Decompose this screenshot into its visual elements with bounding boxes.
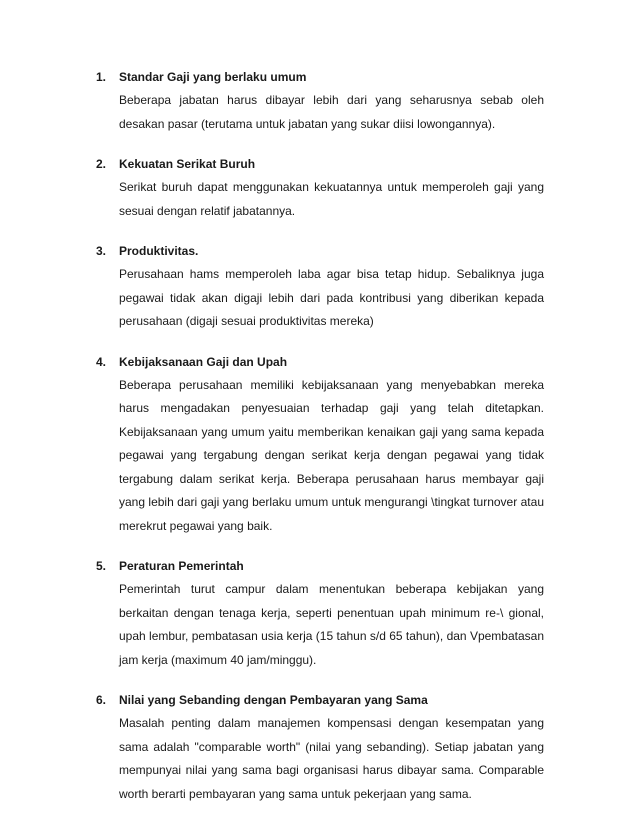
item-heading: Produktivitas.: [119, 244, 199, 258]
item-heading: Peraturan Pemerintah: [119, 559, 244, 573]
list-item: [96, 555, 544, 672]
item-number: 5.: [96, 559, 107, 573]
list-item: [96, 351, 544, 539]
item-body: Beberapa perusahaan memiliki kebijaksanaan yang menyebabkan mereka harus mengadakan penyesuaian terhadap gaji yang telah ditetapkan. Kebijaksanaan yang umum yaitu memberikan kenaikan gaji yang sama kepada pegawai yang tergabung dengan serikat kerja dengan pegawai yang tidak tergabung dalam serikat kerja. Beberapa perusahaan harus membayar gaji yang lebih dari gaji yang berlaku umum untuk mengurangi \tingkat turnover atau merekrut pegawai yang baik.: [119, 377, 544, 533]
item-heading: Kekuatan Serikat Buruh: [119, 157, 256, 171]
list-item: [96, 689, 544, 806]
item-number: 1.: [96, 70, 107, 84]
item-heading: Nilai yang Sebanding dengan Pembayaran yang Sama: [119, 693, 428, 707]
item-number: 4.: [96, 354, 107, 369]
numbered-list: [96, 66, 544, 823]
item-heading: Kebijaksanaan Gaji dan Upah: [119, 354, 288, 369]
item-body: Masalah penting dalam manajemen kompensasi dengan kesempatan yang sama adalah "comparable worth" (nilai yang sebanding). Setiap jabatan yang mempunyai nilai yang sama bagi organisasi harus dibayar sama. Comparable worth berarti pembayaran yang sama untuk pekerjaan yang sama.: [119, 716, 544, 801]
list-item: [96, 66, 544, 136]
list-item: [96, 240, 544, 334]
item-body: Serikat buruh dapat menggunakan kekuatannya untuk memperoleh gaji yang sesuai dengan relatif jabatannya.: [119, 180, 544, 218]
list-item: [96, 153, 544, 223]
item-body: Beberapa jabatan harus dibayar lebih dari yang seharusnya sebab oleh desakan pasar (terutama untuk jabatan yang sukar diisi lowongannya).: [119, 93, 544, 131]
item-number: 3.: [96, 244, 107, 258]
item-heading: Standar Gaji yang berlaku umum: [119, 70, 307, 84]
item-body: Perusahaan hams memperoleh laba agar bisa tetap hidup. Sebaliknya juga pegawai tidak akan digaji lebih dari pada kontribusi yang diberikan kepada perusahaan (digaji sesuai produktivitas mereka): [119, 267, 544, 328]
item-body: Pemerintah turut campur dalam menentukan beberapa kebijakan yang berkaitan dengan tenaga kerja, seperti penentuan upah minimum re-\ gional, upah lembur, pembatasan usia kerja (15 tahun s/d 65 tahun), dan Vpembatasan jam kerja (maximum 40 jam/minggu).: [119, 582, 544, 667]
item-number: 2.: [96, 157, 107, 171]
item-number: 6.: [96, 693, 107, 707]
